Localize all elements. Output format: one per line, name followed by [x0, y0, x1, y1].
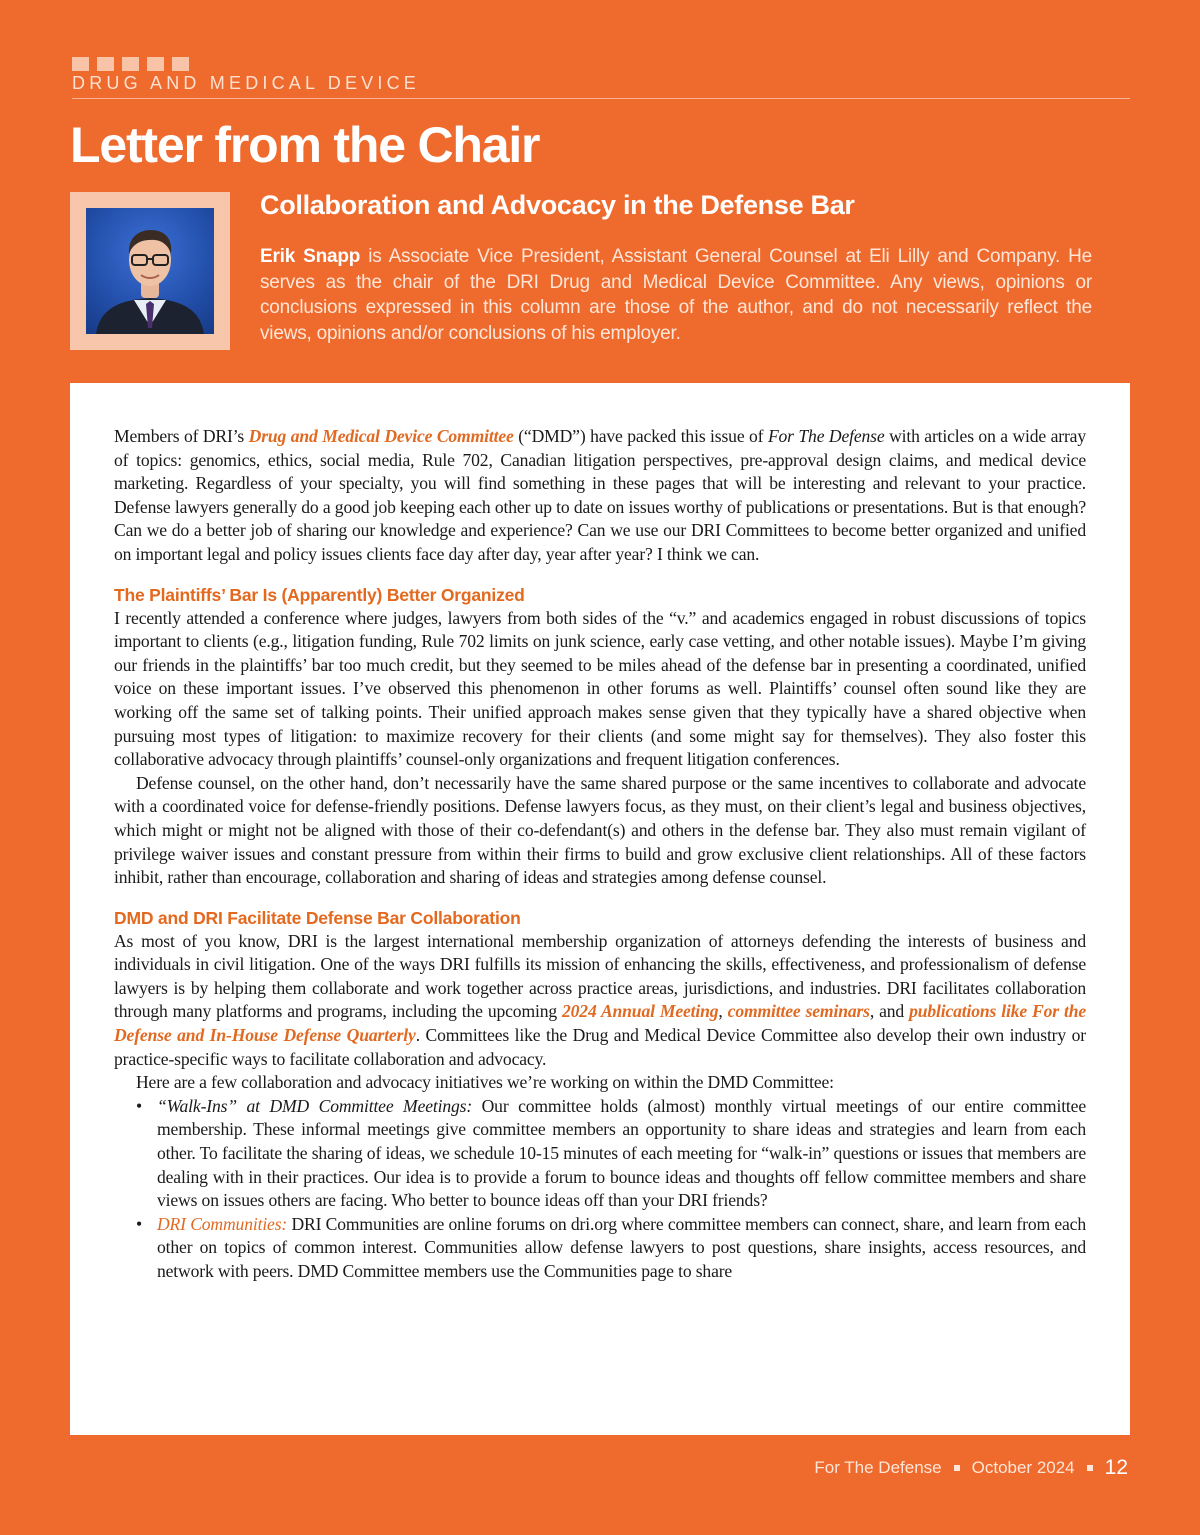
plaintiffs-bar-paragraph-2: Defense counsel, on the other hand, don’t necessarily have the same shared purpose or the same incentives to collaborate and advocate with a coordinated voice for defense-friendly positions. Defense lawyers focus, as they must, on their client’s legal and business objectives, which might or might not be aligned with those of their co-defendant(s) and others in the defense bar. They also must remain vigilant of privilege waiver issues and constant pressure from within their firms to build and grow exclusive client relationships. All of these factors inhibit, rather than encourage, collaboration and sharing of ideas and strategies among defense counsel. — [114, 772, 1086, 888]
intro-publication-title: For The Defense — [767, 426, 885, 446]
intro-text-a: Members of DRI’s — [114, 426, 249, 446]
author-bio — [260, 244, 1092, 346]
collab-sep-1: , — [718, 1001, 728, 1022]
walk-ins-text: Our committee holds (almost) monthly virtual meetings of our entire committee membership. These informal meetings give committee members an opportunity to share ideas and strategies and learn from each other. To facilitate the sharing of ideas, we schedule 10-15 minutes of each meeting for “walk-in” questions or issues that members are dealing with in their practices. Our idea is to provide a forum to bounce ideas and thoughts off fellow committee members and share views on issues others are facing. Who better to bounce ideas off than your DRI friends? — [157, 1095, 1086, 1211]
annual-meeting-link[interactable]: 2024 Annual Meeting — [562, 1001, 719, 1022]
section-heading-plaintiffs-bar: The Plaintiffs’ Bar Is (Apparently) Better Organized — [114, 584, 525, 605]
page-footer — [814, 1456, 1128, 1480]
collaboration-paragraph-2: Here are a few collaboration and advocacy initiatives we’re working on within the DMD Committee: — [136, 1072, 834, 1093]
collab-sep-2: , and — [869, 1001, 910, 1022]
walk-ins-label: “Walk-Ins” at DMD Committee Meetings: — [157, 1095, 473, 1116]
intro-text-b: (“DMD”) have packed this issue of — [513, 426, 768, 446]
plaintiffs-bar-paragraph-1: I recently attended a conference where judges, lawyers from both sides of the “v.” and academics engaged in robust discussions of topics important to clients (e.g., litigation funding, Rule 702 limits on junk science, early case vetting, and other notable issues). Maybe I’m giving our friends in the plaintiffs’ bar too much credit, but they seemed to be miles ahead of the defense bar in presenting a coordinated, unified voice on these important issues. I’ve observed this phenomenon in other forums as well. Plaintiffs’ counsel often sound like they are working off the same set of talking points. Their unified approach makes sense given that they typically have a shared objective when pursuing most types of litigation: to maximize recovery for their clients (and some might say for themselves). They also foster this collaborative advocacy through plaintiffs’ counsel-only organizations and frequent litigation conferences. — [114, 607, 1086, 770]
dri-communities-text: DRI Communities are online forums on dri.org where committee members can connect, share, and learn from each other on topics of common interest. Communities allow defense lawyers to post questions, share insights, access resources, and network with peers. DMD Committee members use the Communities page to share — [157, 1213, 1086, 1281]
publications-link[interactable]: publications like For the Defense and In-House Defense Quarterly — [114, 1001, 1086, 1046]
article-subtitle: Collaboration and Advocacy in the Defense Bar — [260, 190, 855, 220]
footer-separator — [954, 1465, 960, 1471]
header-divider — [72, 98, 1130, 99]
initiatives-list — [114, 1095, 1086, 1284]
footer-separator — [1087, 1465, 1093, 1471]
article-body — [70, 383, 1130, 1435]
section-heading-collaboration: DMD and DRI Facilitate Defense Bar Collaboration — [114, 907, 521, 928]
dmd-committee-link[interactable]: Drug and Medical Device Committee — [248, 426, 514, 446]
collab-text-b: . Committees like the Drug and Medical Device Committee also develop their own industry or practice-specific ways to facilitate collaboration and advocacy. — [114, 1025, 1086, 1069]
author-bio-text: is Associate Vice President, Assistant General Counsel at Eli Lilly and Company. He serves as the chair of the DRI Drug and Medical Device Committee. Any views, opinions or conclusions expressed in this column are those of the author, and do not necessarily reflect the views, opinions and/or conclusions of his employer. — [260, 246, 1092, 344]
section-label: DRUG AND MEDICAL DEVICE — [72, 73, 420, 93]
list-item — [157, 1213, 1086, 1284]
intro-paragraph — [114, 425, 1086, 567]
page-number: 12 — [1104, 1456, 1128, 1479]
author-name: Erik Snapp — [260, 246, 361, 267]
intro-text-c: with articles on a wide array of topics: genomics, ethics, social media, Rule 702, Canadian litigation perspectives, pre-approval design claims, and medical device marketing. Regardless of your specialty, you will find something in these pages that will be interesting and relevant to your practice. Defense lawyers generally do a good job keeping each other up to date on issues worthy of publications or presentations. But is that enough? Can we do a better job of sharing our knowledge and experience? Can we use our DRI Committees to become better organized and unified on important legal and policy issues clients face day after day, year after year? I think we can. — [114, 426, 1086, 564]
committee-seminars-link[interactable]: committee seminars — [727, 1001, 870, 1022]
collab-text-a: As most of you know, DRI is the largest international membership organization of attorneys defending the interests of business and individuals in civil litigation. One of the ways DRI fulfills its mission of enhancing the skills, effectiveness, and professionalism of defense lawyers is by helping them collaborate and work together across practice areas, jurisdictions, and industries. DRI facilitates collaboration through many platforms and programs, including the upcoming — [114, 930, 1086, 1022]
author-photo — [86, 208, 214, 334]
collaboration-paragraph-1 — [114, 930, 1086, 1072]
section-squares — [72, 57, 189, 71]
author-photo-frame — [70, 192, 230, 350]
footer-publication: For The Defense — [814, 1458, 942, 1477]
page-title: Letter from the Chair — [70, 117, 540, 173]
dri-communities-link[interactable]: DRI Communities: — [157, 1213, 288, 1234]
footer-date: October 2024 — [971, 1458, 1075, 1477]
list-item — [157, 1095, 1086, 1213]
